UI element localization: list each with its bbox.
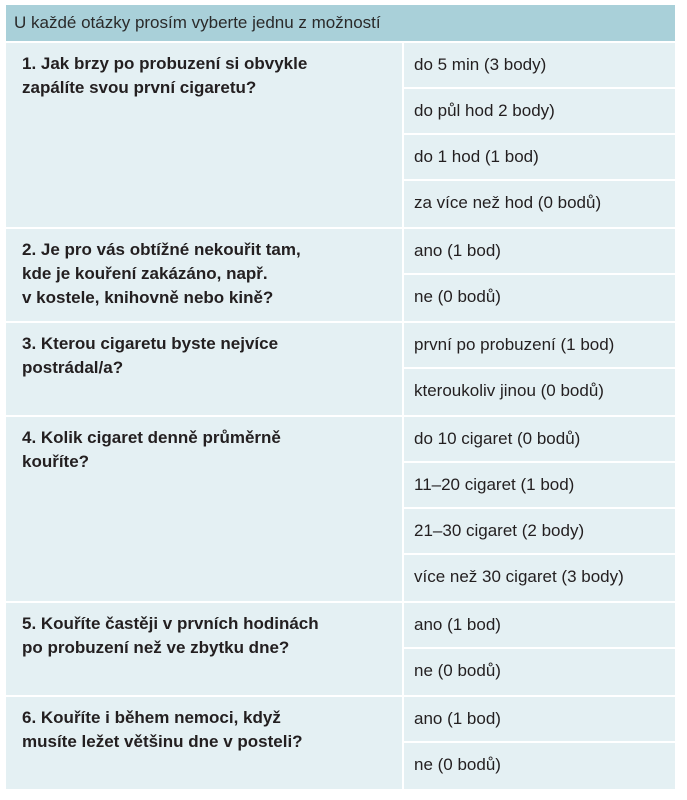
question-row-3 (6, 323, 675, 417)
question-text: 3. Kterou cigaretu byste nejvíce postrádal/a? (22, 334, 279, 377)
answer-option: do 10 cigaret (0 bodů) (404, 417, 675, 463)
question-row-2 (6, 229, 675, 323)
question-cell (6, 603, 402, 695)
options-cell (402, 417, 675, 601)
question-text: 6. Kouříte i během nemoci, když musíte ležet většinu dne v posteli? (22, 708, 303, 751)
answer-option: ano (1 bod) (404, 697, 675, 743)
answer-option: ne (0 bodů) (414, 755, 501, 774)
question-cell (6, 323, 402, 415)
options-cell (402, 323, 675, 415)
answer-option: více než 30 cigaret (3 body) (414, 567, 624, 586)
options-cell (402, 603, 675, 695)
answer-option: za více než hod (0 bodů) (414, 193, 602, 212)
answer-option: do 5 min (3 body) (404, 43, 675, 89)
answer-option: do půl hod 2 body) (404, 89, 675, 135)
options-cell (402, 43, 675, 227)
questionnaire-table (6, 5, 675, 789)
question-cell (6, 43, 402, 227)
question-row-4 (6, 417, 675, 603)
answer-option: ano (1 bod) (404, 229, 675, 275)
answer-option: ne (0 bodů) (414, 287, 501, 306)
answer-option: ano (1 bod) (404, 603, 675, 649)
question-text: 5. Kouříte častěji v prvních hodinách po probuzení než ve zbytku dne? (22, 614, 319, 657)
instruction-text: U každé otázky prosím vyberte jednu z možností (14, 13, 381, 32)
answer-option: 11–20 cigaret (1 bod) (404, 463, 675, 509)
question-cell (6, 417, 402, 601)
options-cell (402, 697, 675, 789)
question-text: 4. Kolik cigaret denně průměrně kouříte? (22, 428, 281, 471)
answer-option: první po probuzení (1 bod) (404, 323, 675, 369)
options-cell (402, 229, 675, 321)
answer-option: kteroukoliv jinou (0 bodů) (414, 381, 604, 400)
question-cell (6, 697, 402, 789)
question-text: 2. Je pro vás obtížné nekouřit tam, kde je kouření zakázáno, např. v kostele, knihovně nebo kině? (22, 240, 301, 307)
question-row-5 (6, 603, 675, 697)
answer-option: ne (0 bodů) (414, 661, 501, 680)
question-row-6 (6, 697, 675, 789)
answer-option: do 1 hod (1 bod) (404, 135, 675, 181)
table-header (6, 5, 675, 43)
question-text: 1. Jak brzy po probuzení si obvykle zapálíte svou první cigaretu? (22, 54, 308, 97)
question-cell (6, 229, 402, 321)
answer-option: 21–30 cigaret (2 body) (404, 509, 675, 555)
question-row-1 (6, 43, 675, 229)
